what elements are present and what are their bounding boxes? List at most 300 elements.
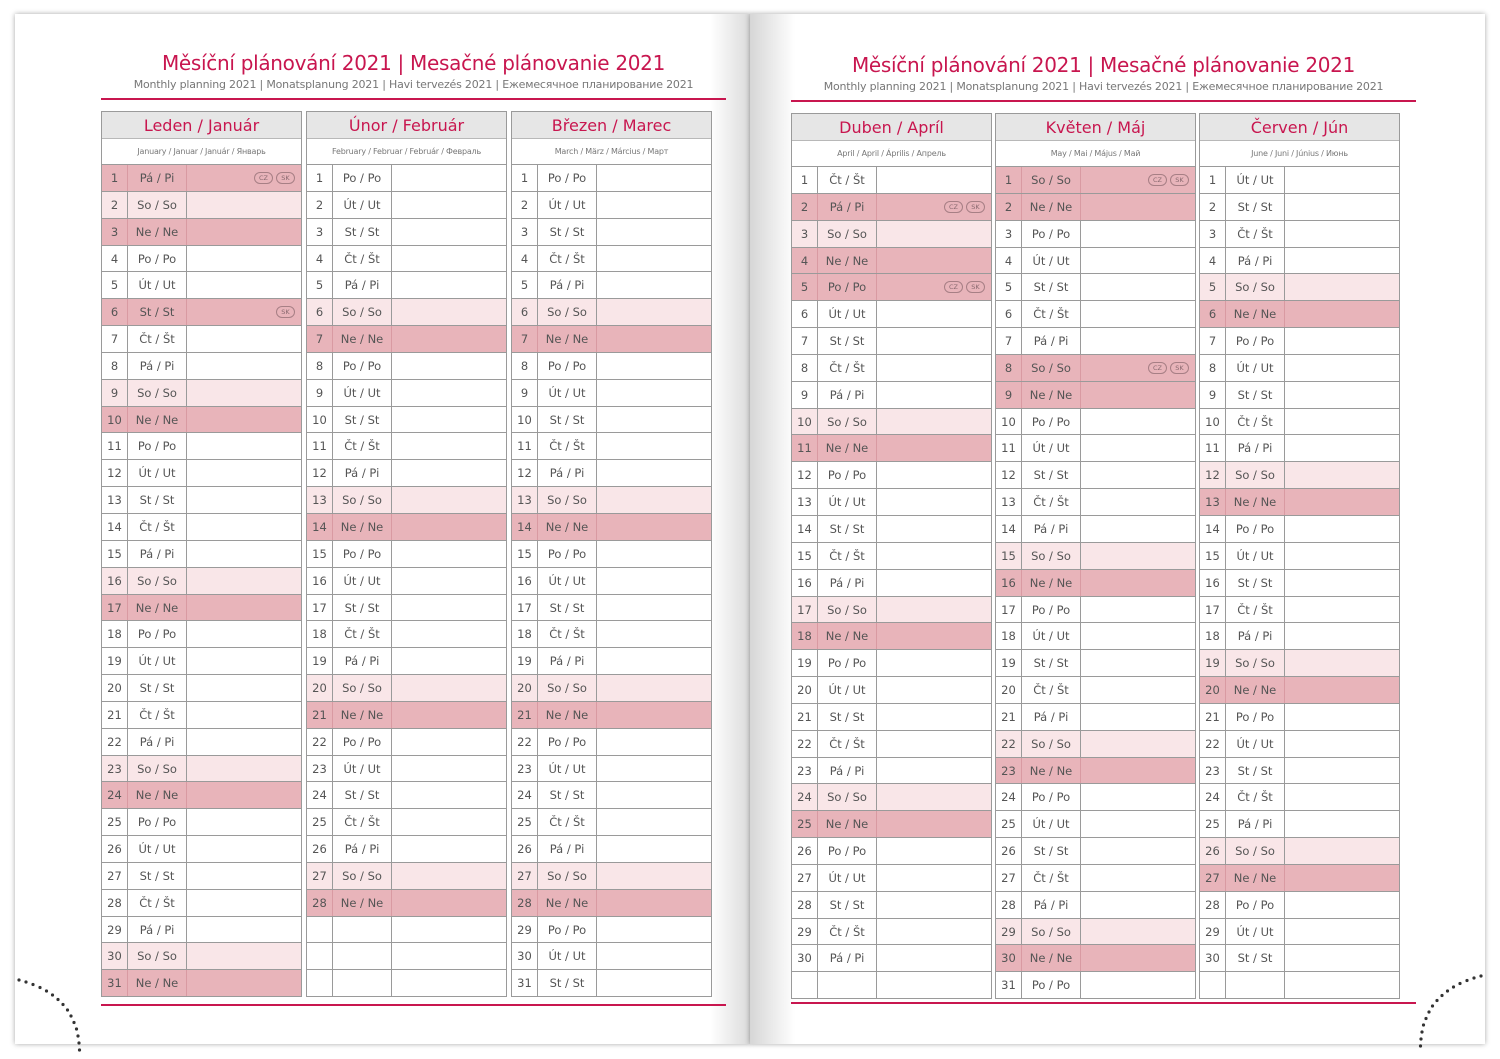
day-row — [792, 892, 991, 919]
note-cell[interactable] — [1082, 194, 1195, 220]
note-cell[interactable] — [598, 809, 711, 835]
note-cell[interactable] — [1082, 462, 1195, 488]
note-cell[interactable] — [878, 811, 991, 837]
note-cell[interactable] — [1286, 489, 1399, 515]
day-row — [307, 192, 506, 219]
day-number: 29 — [792, 919, 818, 945]
note-cell[interactable] — [1082, 650, 1195, 676]
day-number: 6 — [102, 299, 128, 325]
note-cell[interactable] — [1286, 919, 1399, 945]
note-cell[interactable] — [1082, 355, 1195, 381]
note-cell[interactable] — [1286, 945, 1399, 971]
note-cell[interactable] — [393, 836, 506, 862]
note-cell[interactable] — [1286, 731, 1399, 757]
note-cell[interactable] — [1082, 301, 1195, 327]
note-cell[interactable] — [878, 516, 991, 542]
day-row — [307, 514, 506, 541]
note-cell[interactable] — [598, 595, 711, 621]
note-cell[interactable] — [598, 917, 711, 943]
note-cell[interactable] — [188, 165, 301, 191]
day-row — [307, 970, 506, 997]
note-cell[interactable] — [1286, 597, 1399, 623]
note-cell[interactable] — [598, 863, 711, 889]
weekday-name: St / St — [538, 595, 597, 621]
day-row — [102, 970, 301, 997]
note-cell[interactable] — [1286, 248, 1399, 274]
page-title: Měsíční plánování 2021 | Mesačné plánovanie 2021 — [851, 53, 1356, 77]
day-number: 18 — [307, 621, 333, 647]
note-cell[interactable] — [188, 353, 301, 379]
note-cell[interactable] — [598, 380, 711, 406]
day-number: 9 — [996, 382, 1022, 408]
day-number: 15 — [512, 541, 538, 567]
day-row — [102, 890, 301, 917]
month-translations: March / März / Március / Март — [512, 139, 711, 165]
day-number: 5 — [512, 272, 538, 298]
note-cell[interactable] — [188, 917, 301, 943]
weekday-name: Ne / Ne — [1022, 945, 1081, 971]
weekday-name: Ne / Ne — [128, 970, 187, 996]
note-cell[interactable] — [393, 433, 506, 459]
day-row — [792, 838, 991, 865]
day-row — [792, 704, 991, 731]
day-row — [1200, 758, 1399, 785]
weekday-name: Čt / Št — [1022, 677, 1081, 703]
day-row — [792, 462, 991, 489]
note-cell[interactable] — [878, 758, 991, 784]
note-cell[interactable] — [393, 299, 506, 325]
weekday-name: Ne / Ne — [818, 435, 877, 461]
note-cell[interactable] — [598, 514, 711, 540]
weekday-name: St / St — [333, 782, 392, 808]
note-cell[interactable] — [878, 382, 991, 408]
note-cell[interactable] — [188, 836, 301, 862]
holiday-badges — [276, 306, 295, 318]
note-cell[interactable] — [188, 621, 301, 647]
note-cell[interactable] — [1286, 838, 1399, 864]
note-cell[interactable] — [878, 435, 991, 461]
note-cell[interactable] — [878, 274, 991, 300]
note-cell[interactable] — [1286, 972, 1399, 998]
note-cell[interactable] — [598, 433, 711, 459]
note-cell[interactable] — [1082, 704, 1195, 730]
day-row — [307, 487, 506, 514]
note-cell[interactable] — [598, 460, 711, 486]
note-cell[interactable] — [188, 272, 301, 298]
day-number: 17 — [102, 595, 128, 621]
weekday-name: Pá / Pi — [128, 917, 187, 943]
note-cell[interactable] — [393, 782, 506, 808]
note-cell[interactable] — [878, 597, 991, 623]
month-translations: June / Juni / Június / Июнь — [1200, 141, 1399, 167]
day-number: 4 — [512, 246, 538, 272]
note-cell[interactable] — [393, 380, 506, 406]
day-row — [102, 782, 301, 809]
note-cell[interactable] — [878, 838, 991, 864]
note-cell[interactable] — [598, 836, 711, 862]
note-cell[interactable] — [393, 272, 506, 298]
weekday-name: So / So — [818, 597, 877, 623]
footer-rule — [101, 1004, 726, 1006]
note-cell[interactable] — [188, 433, 301, 459]
note-cell[interactable] — [598, 192, 711, 218]
note-cell[interactable] — [1286, 221, 1399, 247]
note-cell[interactable] — [1082, 570, 1195, 596]
note-cell[interactable] — [1082, 838, 1195, 864]
note-cell[interactable] — [1082, 677, 1195, 703]
note-cell[interactable] — [878, 919, 991, 945]
note-cell[interactable] — [878, 409, 991, 435]
note-cell[interactable] — [878, 784, 991, 810]
note-cell[interactable] — [188, 192, 301, 218]
note-cell[interactable] — [188, 541, 301, 567]
note-cell[interactable] — [1082, 623, 1195, 649]
weekday-name: Ne / Ne — [128, 407, 187, 433]
day-number: 22 — [512, 729, 538, 755]
note-cell[interactable] — [598, 782, 711, 808]
note-cell[interactable] — [878, 194, 991, 220]
note-cell[interactable] — [188, 460, 301, 486]
note-cell[interactable] — [1286, 865, 1399, 891]
note-cell[interactable] — [1286, 677, 1399, 703]
note-cell[interactable] — [1286, 301, 1399, 327]
note-cell[interactable] — [878, 650, 991, 676]
note-cell[interactable] — [188, 326, 301, 352]
day-number: 16 — [102, 568, 128, 594]
day-number: 21 — [1200, 704, 1226, 730]
day-row — [512, 648, 711, 675]
note-cell[interactable] — [878, 865, 991, 891]
note-cell[interactable] — [393, 917, 506, 943]
day-number: 13 — [512, 487, 538, 513]
day-row — [102, 809, 301, 836]
note-cell[interactable] — [188, 568, 301, 594]
note-cell[interactable] — [878, 489, 991, 515]
note-cell[interactable] — [188, 514, 301, 540]
weekday-name: Po / Po — [538, 165, 597, 191]
weekday-name — [333, 970, 392, 996]
note-cell[interactable] — [393, 568, 506, 594]
note-cell[interactable] — [1082, 167, 1195, 193]
note-cell[interactable] — [1286, 355, 1399, 381]
day-number: 3 — [512, 219, 538, 245]
day-row — [792, 919, 991, 946]
note-cell[interactable] — [878, 328, 991, 354]
day-row — [512, 595, 711, 622]
note-cell[interactable] — [1286, 811, 1399, 837]
day-row — [1200, 892, 1399, 919]
note-cell[interactable] — [1286, 784, 1399, 810]
day-number: 12 — [792, 462, 818, 488]
note-cell[interactable] — [878, 623, 991, 649]
note-cell[interactable] — [1286, 194, 1399, 220]
day-row — [792, 972, 991, 999]
note-cell[interactable] — [598, 165, 711, 191]
note-cell[interactable] — [393, 648, 506, 674]
note-cell[interactable] — [393, 809, 506, 835]
day-number: 27 — [102, 863, 128, 889]
day-number: 17 — [996, 597, 1022, 623]
note-cell[interactable] — [1082, 248, 1195, 274]
note-cell[interactable] — [878, 167, 991, 193]
day-row — [102, 299, 301, 326]
weekday-name: Ne / Ne — [1022, 570, 1081, 596]
note-cell[interactable] — [393, 943, 506, 969]
note-cell[interactable] — [393, 729, 506, 755]
note-cell[interactable] — [598, 353, 711, 379]
weekday-name: Ne / Ne — [1022, 194, 1081, 220]
note-cell[interactable] — [393, 192, 506, 218]
day-row — [792, 382, 991, 409]
day-row — [512, 487, 711, 514]
note-cell[interactable] — [598, 756, 711, 782]
note-cell[interactable] — [393, 219, 506, 245]
note-cell[interactable] — [393, 326, 506, 352]
note-cell[interactable] — [188, 219, 301, 245]
note-cell[interactable] — [598, 541, 711, 567]
day-number: 30 — [996, 945, 1022, 971]
day-row — [996, 945, 1195, 972]
weekday-name: Út / Ut — [1226, 731, 1285, 757]
note-cell[interactable] — [878, 972, 991, 998]
day-row — [792, 489, 991, 516]
weekday-name: Út / Ut — [333, 192, 392, 218]
note-cell[interactable] — [1082, 731, 1195, 757]
note-cell[interactable] — [598, 219, 711, 245]
note-cell[interactable] — [598, 299, 711, 325]
note-cell[interactable] — [393, 863, 506, 889]
weekday-name: Pá / Pi — [1022, 892, 1081, 918]
day-number — [307, 970, 333, 996]
note-cell[interactable] — [393, 970, 506, 996]
day-row — [996, 811, 1195, 838]
note-cell[interactable] — [188, 702, 301, 728]
weekday-name: Po / Po — [538, 917, 597, 943]
note-cell[interactable] — [1082, 543, 1195, 569]
weekday-name: Ne / Ne — [538, 890, 597, 916]
note-cell[interactable] — [1082, 409, 1195, 435]
note-cell[interactable] — [878, 355, 991, 381]
day-number: 11 — [1200, 435, 1226, 461]
note-cell[interactable] — [1082, 811, 1195, 837]
day-row — [996, 274, 1195, 301]
note-cell[interactable] — [393, 541, 506, 567]
day-row — [996, 516, 1195, 543]
note-cell[interactable] — [598, 675, 711, 701]
note-cell[interactable] — [598, 407, 711, 433]
day-row — [307, 675, 506, 702]
note-cell[interactable] — [188, 595, 301, 621]
day-number: 7 — [102, 326, 128, 352]
day-number: 21 — [996, 704, 1022, 730]
note-cell[interactable] — [1286, 516, 1399, 542]
weekday-name: Pá / Pi — [538, 460, 597, 486]
note-cell[interactable] — [1082, 489, 1195, 515]
note-cell[interactable] — [1286, 435, 1399, 461]
note-cell[interactable] — [1286, 462, 1399, 488]
note-cell[interactable] — [1082, 972, 1195, 998]
note-cell[interactable] — [188, 943, 301, 969]
day-row — [512, 917, 711, 944]
note-cell[interactable] — [393, 165, 506, 191]
header-rule — [101, 98, 726, 100]
note-cell[interactable] — [598, 702, 711, 728]
weekday-name: Út / Ut — [538, 380, 597, 406]
day-row — [512, 246, 711, 273]
page-header — [101, 51, 726, 91]
note-cell[interactable] — [188, 890, 301, 916]
note-cell[interactable] — [598, 326, 711, 352]
note-cell[interactable] — [878, 704, 991, 730]
note-cell[interactable] — [878, 945, 991, 971]
weekday-name: Út / Ut — [333, 568, 392, 594]
note-cell[interactable] — [1082, 784, 1195, 810]
day-number: 12 — [1200, 462, 1226, 488]
note-cell[interactable] — [188, 782, 301, 808]
weekday-name: Čt / Št — [128, 890, 187, 916]
day-number: 6 — [996, 301, 1022, 327]
note-cell[interactable] — [1082, 945, 1195, 971]
day-row — [512, 836, 711, 863]
note-cell[interactable] — [878, 462, 991, 488]
day-number: 9 — [512, 380, 538, 406]
day-number: 15 — [1200, 543, 1226, 569]
note-cell[interactable] — [393, 460, 506, 486]
note-cell[interactable] — [1082, 435, 1195, 461]
day-row — [792, 248, 991, 275]
note-cell[interactable] — [598, 970, 711, 996]
note-cell[interactable] — [188, 756, 301, 782]
weekday-name: St / St — [1022, 838, 1081, 864]
note-cell[interactable] — [1082, 516, 1195, 542]
note-cell[interactable] — [1082, 865, 1195, 891]
note-cell[interactable] — [188, 407, 301, 433]
note-cell[interactable] — [878, 221, 991, 247]
note-cell[interactable] — [1082, 919, 1195, 945]
note-cell[interactable] — [1286, 650, 1399, 676]
weekday-name: St / St — [538, 407, 597, 433]
note-cell[interactable] — [1286, 409, 1399, 435]
day-row — [1200, 516, 1399, 543]
note-cell[interactable] — [1286, 328, 1399, 354]
day-number: 6 — [307, 299, 333, 325]
note-cell[interactable] — [188, 648, 301, 674]
weekday-name: Pá / Pi — [333, 648, 392, 674]
day-row — [1200, 784, 1399, 811]
note-cell[interactable] — [598, 943, 711, 969]
holiday-country-badge: SK — [1170, 174, 1189, 186]
note-cell[interactable] — [188, 299, 301, 325]
note-cell[interactable] — [393, 487, 506, 513]
weekday-name: Út / Ut — [818, 865, 877, 891]
day-number: 4 — [307, 246, 333, 272]
day-row — [512, 433, 711, 460]
note-cell[interactable] — [188, 970, 301, 996]
weekday-name: St / St — [128, 487, 187, 513]
note-cell[interactable] — [1286, 543, 1399, 569]
note-cell[interactable] — [1286, 274, 1399, 300]
note-cell[interactable] — [598, 729, 711, 755]
note-cell[interactable] — [878, 248, 991, 274]
day-row — [512, 729, 711, 756]
weekday-name — [333, 917, 392, 943]
note-cell[interactable] — [393, 756, 506, 782]
note-cell[interactable] — [1082, 221, 1195, 247]
note-cell[interactable] — [188, 380, 301, 406]
weekday-name: Čt / Št — [818, 167, 877, 193]
note-cell[interactable] — [1082, 382, 1195, 408]
note-cell[interactable] — [1082, 758, 1195, 784]
day-number: 24 — [1200, 784, 1226, 810]
day-number: 7 — [512, 326, 538, 352]
note-cell[interactable] — [188, 863, 301, 889]
note-cell[interactable] — [393, 675, 506, 701]
note-cell[interactable] — [393, 595, 506, 621]
note-cell[interactable] — [393, 702, 506, 728]
note-cell[interactable] — [598, 568, 711, 594]
note-cell[interactable] — [1286, 570, 1399, 596]
weekday-name: Út / Ut — [128, 272, 187, 298]
day-number: 27 — [512, 863, 538, 889]
note-cell[interactable] — [598, 272, 711, 298]
note-cell[interactable] — [878, 301, 991, 327]
note-cell[interactable] — [878, 892, 991, 918]
note-cell[interactable] — [1082, 328, 1195, 354]
weekday-name: Pá / Pi — [333, 460, 392, 486]
note-cell[interactable] — [878, 543, 991, 569]
note-cell[interactable] — [188, 729, 301, 755]
note-cell[interactable] — [393, 353, 506, 379]
note-cell[interactable] — [393, 514, 506, 540]
note-cell[interactable] — [1082, 892, 1195, 918]
note-cell[interactable] — [393, 621, 506, 647]
note-cell[interactable] — [1286, 623, 1399, 649]
note-cell[interactable] — [598, 621, 711, 647]
weekday-name — [818, 972, 877, 998]
day-row — [512, 782, 711, 809]
note-cell[interactable] — [1082, 274, 1195, 300]
note-cell[interactable] — [393, 246, 506, 272]
day-number: 12 — [102, 460, 128, 486]
day-number: 24 — [996, 784, 1022, 810]
day-row — [307, 782, 506, 809]
note-cell[interactable] — [1286, 167, 1399, 193]
note-cell[interactable] — [393, 407, 506, 433]
note-cell[interactable] — [878, 570, 991, 596]
note-cell[interactable] — [1286, 892, 1399, 918]
note-cell[interactable] — [598, 487, 711, 513]
note-cell[interactable] — [1082, 597, 1195, 623]
note-cell[interactable] — [1286, 704, 1399, 730]
note-cell[interactable] — [878, 731, 991, 757]
note-cell[interactable] — [393, 890, 506, 916]
note-cell[interactable] — [1286, 382, 1399, 408]
note-cell[interactable] — [598, 246, 711, 272]
note-cell[interactable] — [188, 246, 301, 272]
note-cell[interactable] — [598, 648, 711, 674]
month-name: Leden / Január — [102, 112, 301, 139]
note-cell[interactable] — [1286, 758, 1399, 784]
note-cell[interactable] — [188, 487, 301, 513]
note-cell[interactable] — [188, 809, 301, 835]
month-name: Únor / Február — [307, 112, 506, 139]
day-number: 12 — [307, 460, 333, 486]
day-number: 19 — [792, 650, 818, 676]
note-cell[interactable] — [598, 890, 711, 916]
note-cell[interactable] — [188, 675, 301, 701]
month-column — [511, 111, 712, 997]
note-cell[interactable] — [878, 677, 991, 703]
